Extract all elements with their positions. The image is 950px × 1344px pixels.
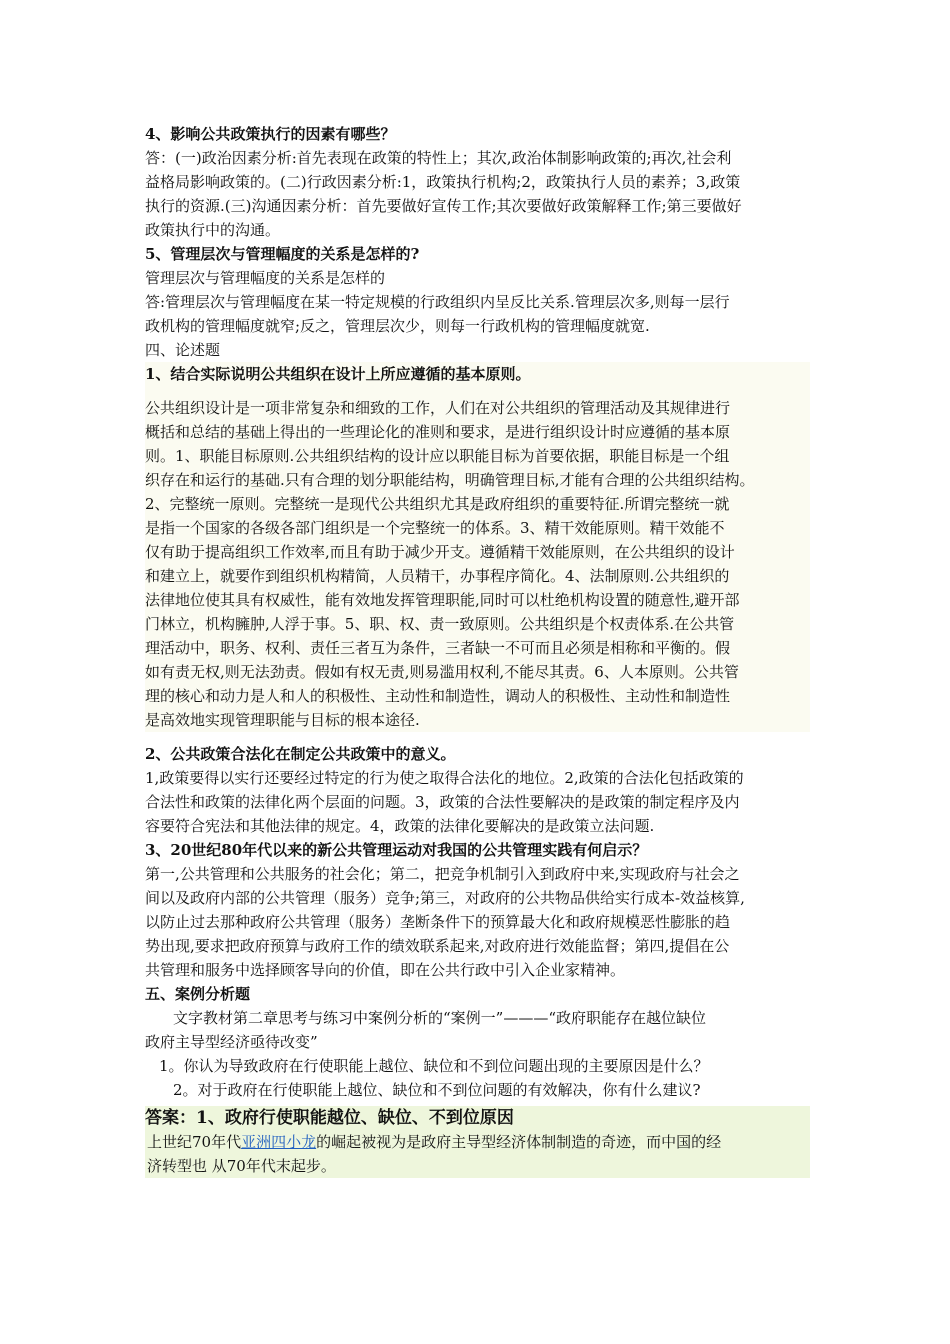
essay-line: 和建立上，就要作到组织机构精简，人员精干，办事程序简化。4、法制原则.公共组织的: [145, 567, 730, 585]
answer-line: 政策执行中的沟通。: [145, 221, 281, 239]
essay-line: 势出现,要求把政府预算与政府工作的绩效联系起来,对政府进行效能监督；第四,提倡在公: [145, 937, 730, 955]
essay-line: 理活动中，职务、权利、责任三者互为条件，三者缺一不可而且必须是相称和平衡的。假: [145, 639, 731, 657]
essay-line: 第一,公共管理和公共服务的社会化；第二，把竞争机制引入到政府中来,实现政府与社会之: [145, 865, 740, 883]
essay-line: 1,政策要得以实行还要经过特定的行为使之取得合法化的地位。2,政策的合法化包括政策的: [145, 769, 744, 787]
essay-line: 如有责无权,则无法劲责。假如有权无责,则易滥用权利,不能尽其责。6、人本原则。公共管: [145, 663, 739, 681]
essay-3-title: 3、20世纪80年代以来的新公共管理运动对我国的公共管理实践有何启示？: [145, 841, 648, 859]
answer-line: 济转型也 从70年代末起步。: [147, 1157, 336, 1175]
answer-line: [145, 1130, 810, 1154]
section-4-heading: 四、论述题: [145, 341, 221, 359]
essay-line: 2、完整统一原则。完整统一是现代公共组织尤其是政府组织的重要特征.所谓完整统一就: [145, 495, 730, 513]
essay-line: 概括和总结的基础上得出的一些理论化的准则和要求，是进行组织设计时应遵循的基本原: [145, 423, 731, 441]
essay-line: 容要符合宪法和其他法律的规定。4，政策的法律化要解决的是政策立法问题.: [145, 817, 655, 835]
essay-line: 理的核心和动力是人和人的积极性、主动性和制造性，调动人的积极性、主动性和制造性: [145, 687, 731, 705]
essay-line: 是高效地实现管理职能与目标的根本途径.: [145, 711, 420, 729]
essay-line: 是指一个国家的各级各部门组织是一个完整统一的体系。3、精干效能原则。精干效能不: [145, 519, 725, 537]
answer-text: 上世纪70年代: [147, 1133, 242, 1151]
essay-1-title: 1、结合实际说明公共组织在设计上所应遵循的基本原则。: [145, 365, 531, 383]
question-5-title: 5、管理层次与管理幅度的关系是怎样的?: [145, 245, 420, 263]
essay-line: 织存在和运行的基础.只有合理的划分职能结构，明确管理目标,才能有合理的公共组织结构。: [145, 471, 755, 489]
essay-line: 公共组织设计是一项非常复杂和细致的工作，人们在对公共组织的管理活动及其规律进行: [145, 399, 731, 417]
essay-line: 共管理和服务中选择顾客导向的价值，即在公共行政中引入企业家精神。: [145, 961, 626, 979]
case-intro-line: 政府主导型经济亟待改变”: [145, 1033, 318, 1051]
question-4-title: 4、影响公共政策执行的因素有哪些？: [145, 125, 396, 143]
essay-line: 间以及政府内部的公共管理（服务）竞争;第三，对政府的公共物品供给实行成本-效益核算,: [145, 889, 745, 907]
essay-line: 仅有助于提高组织工作效率,而且有助于减少开支。遵循精干效能原则，在公共组织的设计: [145, 543, 735, 561]
essay-line: 法律地位使其具有权威性，能有效地发挥管理职能,同时可以杜绝机构设置的随意性,避开部: [145, 591, 740, 609]
essay-2-title: 2、公共政策合法化在制定公共政策中的意义。: [145, 745, 456, 763]
answer-line: 答：(一)政治因素分析:首先表现在政策的特性上；其次,政治体制影响政策的;再次,社会利: [145, 149, 732, 167]
case-intro-line: 文字教材第二章思考与练习中案例分析的“案例一”———“政府职能存在越位缺位: [173, 1009, 707, 1027]
answer-line: 政机构的管理幅度就窄;反之，管理层次少，则每一行政机构的管理幅度就宽.: [145, 317, 650, 335]
essay-line: 门林立，机构臃肿,人浮于事。5、职、权、责一致原则。公共组织是个权责体系.在公共管: [145, 615, 735, 633]
answer-line: 执行的资源.(三)沟通因素分析：首先要做好宣传工作;其次要做好政策解释工作;第三要做好: [145, 197, 742, 215]
answer-title: 答案：1、政府行使职能越位、缺位、不到位原因: [145, 1108, 514, 1128]
document-page: [145, 122, 810, 1178]
answer-line: 管理层次与管理幅度的关系是怎样的: [145, 269, 386, 287]
case-question-1: 1。你认为导致政府在行使职能上越位、缺位和不到位问题出现的主要原因是什么？: [159, 1057, 709, 1075]
essay-line: 以防止过去那种政府公共管理（服务）垄断条件下的预算最大化和政府规模恶性膨胀的趋: [145, 913, 731, 931]
section-5-heading: 五、案例分析题: [145, 985, 251, 1003]
asian-four-dragons-link[interactable]: 亚洲四小龙: [241, 1133, 317, 1151]
answer-line: 益格局影响政策的。(二)行政因素分析:1，政策执行机构;2，政策执行人员的素养；3,政策: [145, 173, 741, 191]
essay-line: 合法性和政策的法律化两个层面的问题。3，政策的合法性要解决的是政策的制定程序及内: [145, 793, 740, 811]
case-question-2: 2。对于政府在行使职能上越位、缺位和不到位问题的有效解决，你有什么建议?: [173, 1081, 701, 1099]
answer-line: 答:管理层次与管理幅度在某一特定规模的行政组织内呈反比关系.管理层次多,则每一层行: [145, 293, 730, 311]
answer-text: 的崛起被视为是政府主导型经济体制制造的奇迹，而中国的经: [316, 1133, 722, 1151]
answer-block: [145, 1106, 810, 1178]
essay-1-block: [145, 362, 810, 732]
essay-line: 则。1、职能目标原则.公共组织结构的设计应以职能目标为首要依据，职能目标是一个组: [145, 447, 730, 465]
